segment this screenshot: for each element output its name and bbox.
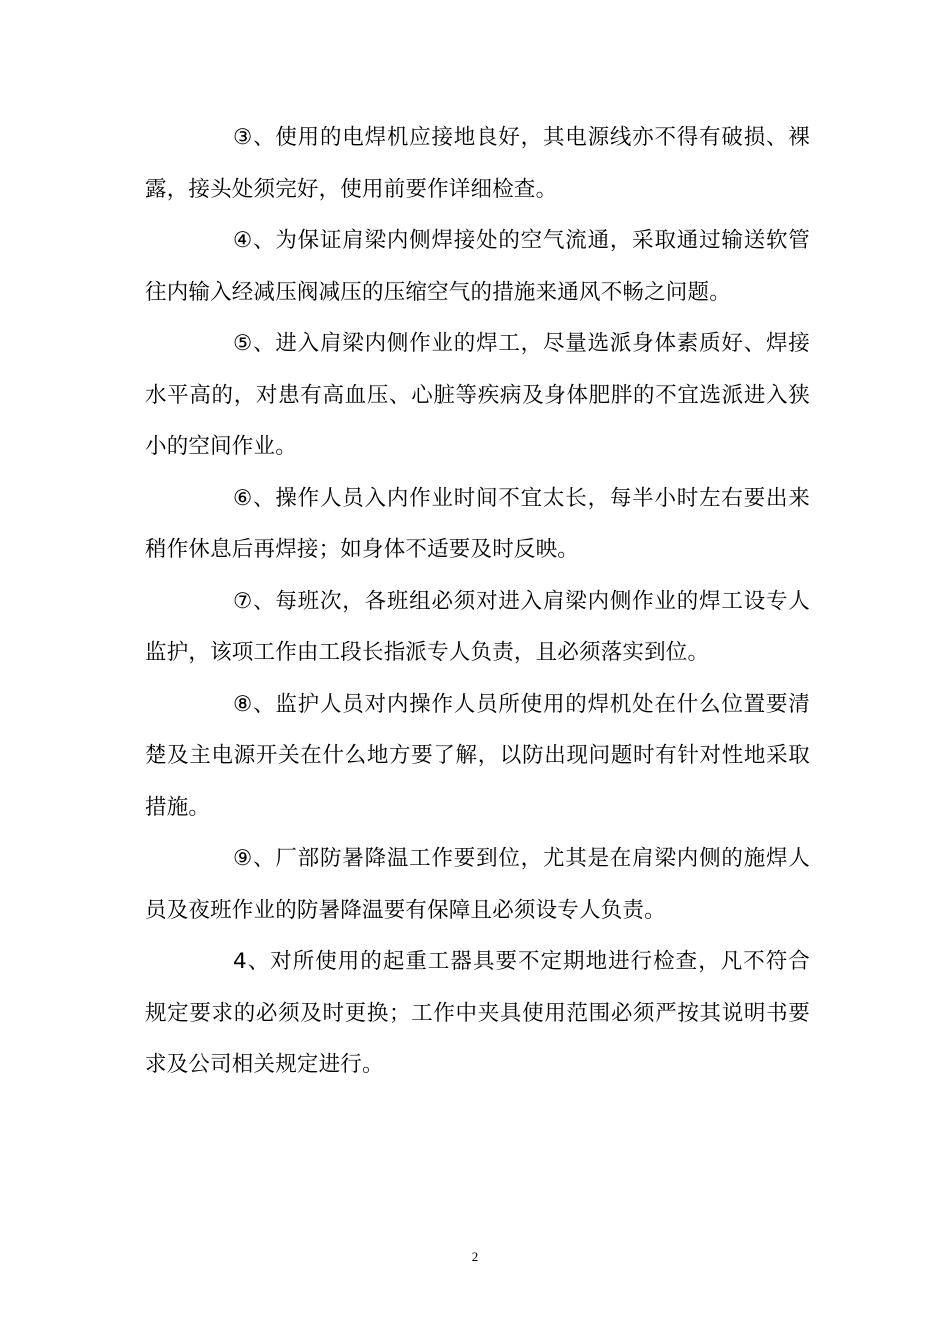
paragraph-section-4: 4、对所使用的起重工器具要不定期地进行检查，凡不符合规定要求的必须及时更换；工作中夹具使用范围必须严按其说明书要求及公司相关规定进行。 (145, 949, 810, 1077)
page-number: 2 (471, 1249, 479, 1264)
paragraph-item-5: ⑤、进入肩梁内侧作业的焊工，尽量选派身体素质好、焊接水平高的，对患有高血压、心脏等疾病及身体肥胖的不宜选派进入狭小的空间作业。 (145, 331, 810, 459)
paragraph-item-7: ⑦、每班次，各班组必须对进入肩梁内侧作业的焊工设专人监护，该项工作由工段长指派专人负责，且必须落实到位。 (145, 588, 810, 665)
paragraph-item-9: ⑨、厂部防暑降温工作要到位，尤其是在肩梁内侧的施焊人员及夜班作业的防暑降温要有保障且必须设专人负责。 (145, 846, 810, 923)
document-body (145, 112, 810, 1091)
paragraph-item-4: ④、为保证肩梁内侧焊接处的空气流通，采取通过输送软管往内输入经减压阀减压的压缩空气的措施来通风不畅之问题。 (145, 228, 810, 305)
paragraph-item-6: ⑥、操作人员入内作业时间不宜太长，每半小时左右要出来稍作休息后再焊接；如身体不适要及时反映。 (145, 485, 810, 562)
paragraph-item-3: ③、使用的电焊机应接地良好，其电源线亦不得有破损、裸露，接头处须完好，使用前要作详细检查。 (145, 125, 810, 202)
paragraph-item-8: ⑧、监护人员对内操作人员所使用的焊机处在什么位置要清楚及主电源开关在什么地方要了解，以防出现问题时有针对性地采取措施。 (145, 691, 810, 820)
